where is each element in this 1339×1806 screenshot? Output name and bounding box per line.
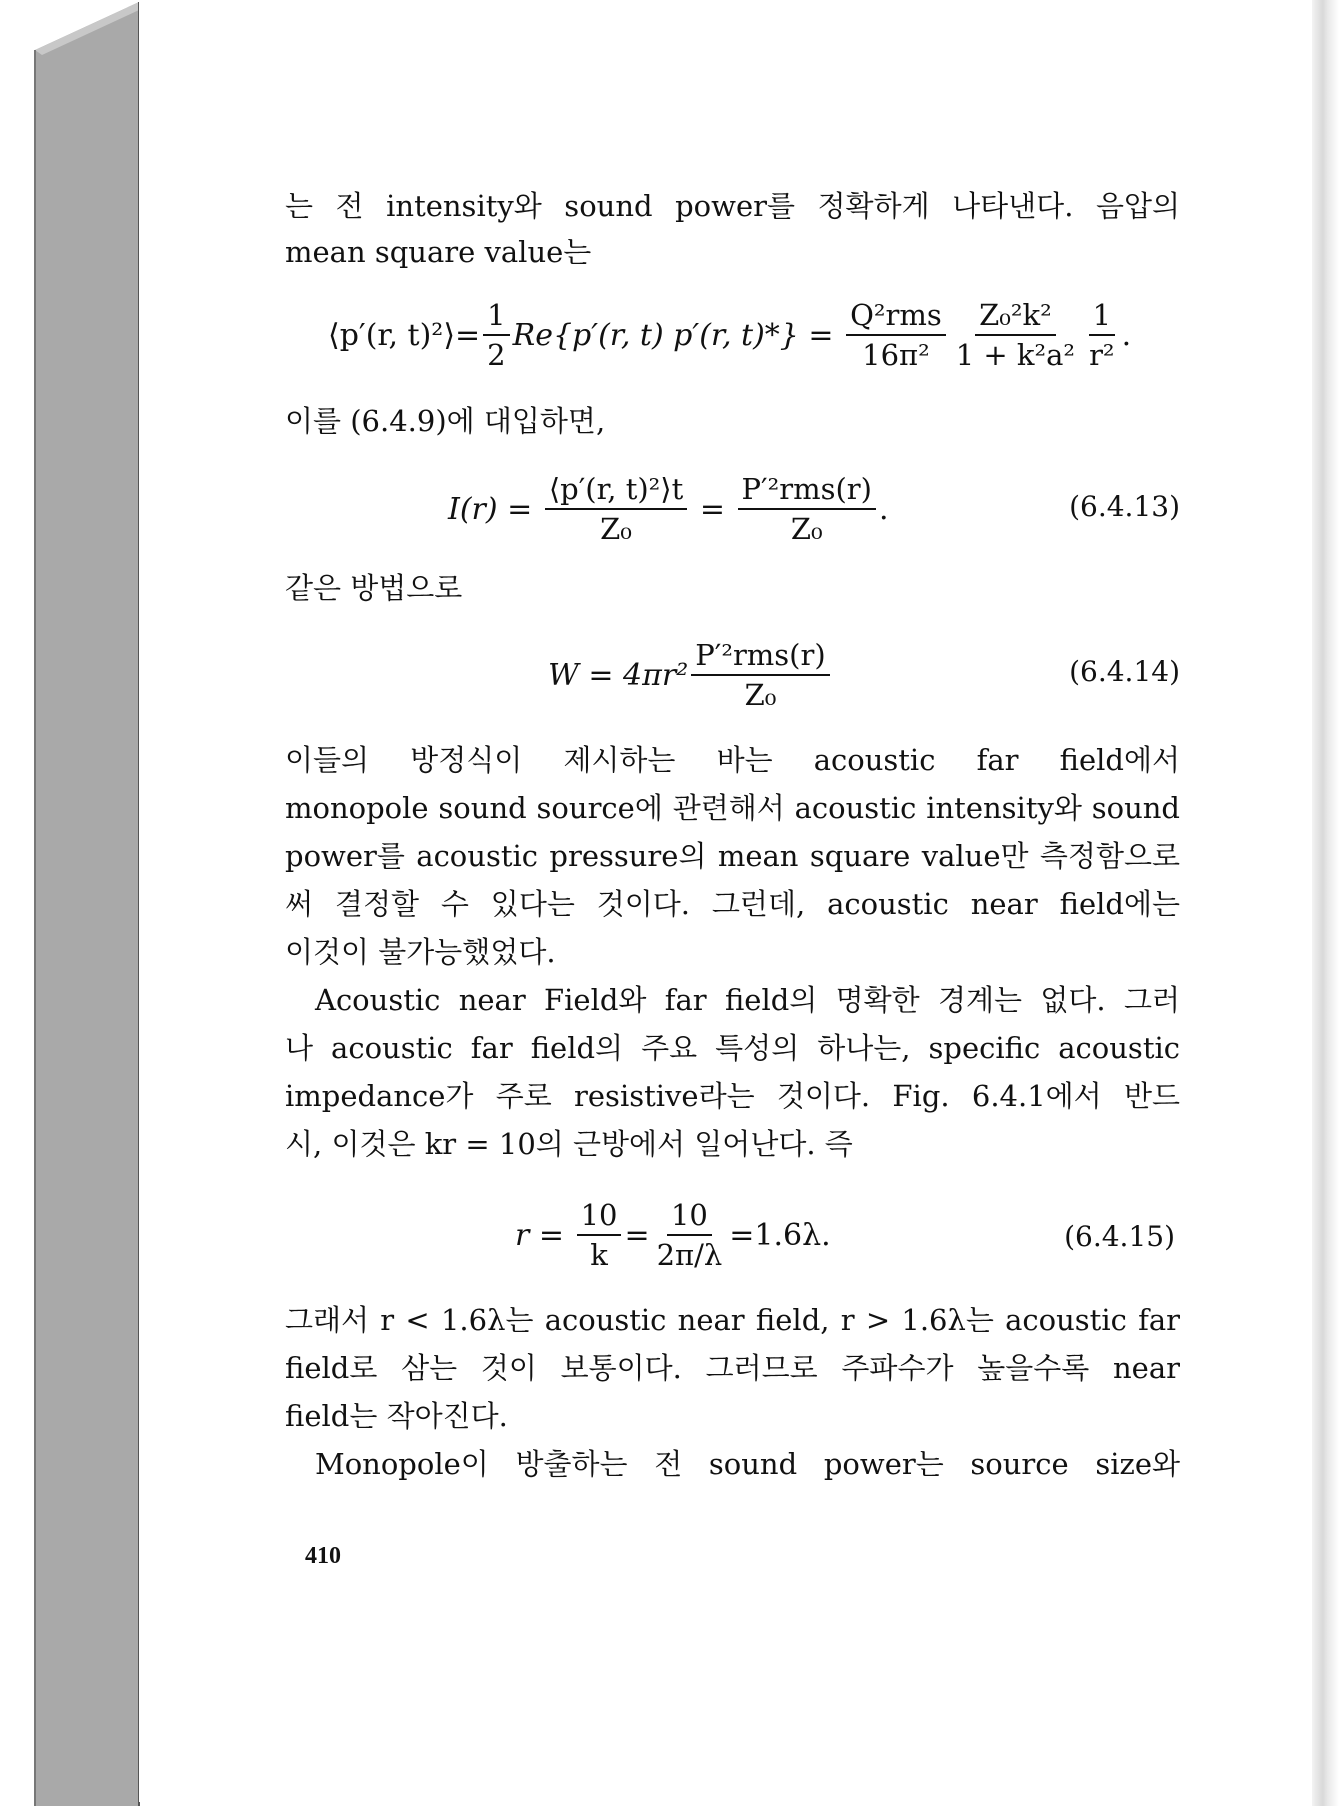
text-line: 같은 방법으로 [285, 571, 463, 605]
eq-term: Re{p′(r, t) p′(r, t)*} [512, 317, 799, 353]
fraction-denominator: Z₀ [600, 512, 632, 546]
fraction [738, 472, 876, 546]
fraction [483, 298, 509, 372]
text-line: 이를 (6.4.9)에 대입하면, [285, 404, 606, 438]
eq-equals: = [455, 317, 481, 353]
eq-equals: = [690, 491, 735, 527]
eq-lhs: ⟨p′(r, t)²⟩ [328, 317, 456, 353]
eq-equals: = [798, 317, 844, 353]
text-line: Acoustic near Field와 far field의 명확한 경계는 없다. 그러 [315, 983, 1180, 1017]
eq-equals: = [497, 491, 542, 527]
fraction [1085, 298, 1119, 372]
text-line: 써 결정할 수 있다는 것이다. 그런데, acoustic near field에는 [285, 887, 1180, 921]
fraction-numerator: P′²rms(r) [738, 472, 876, 510]
eq-equals: = [529, 1217, 574, 1253]
text-line: 이들의 방정식이 제시하는 바는 acoustic far field에서 [285, 743, 1180, 777]
fraction-denominator: Z₀ [744, 678, 777, 712]
fraction-numerator: ⟨p′(r, t)²⟩t [545, 472, 687, 510]
fraction [952, 298, 1079, 372]
fraction-numerator: P′²rms(r) [691, 638, 829, 676]
eq-lhs: W = 4πr² [548, 657, 689, 693]
fraction [545, 472, 687, 546]
fraction-numerator: 1 [1089, 298, 1115, 336]
eq-rhs: =1.6λ. [729, 1217, 831, 1253]
text-line: 나 acoustic far field의 주요 특성의 하나는, specific acoustic [285, 1031, 1180, 1065]
text-line: 그래서 r < 1.6λ는 acoustic near field, r > 1.6λ는 acoustic far [285, 1303, 1180, 1337]
equation-6-4-15 [515, 1190, 831, 1280]
fraction [846, 298, 946, 372]
text-line: monopole sound source에 관련해서 acoustic intensity와 sound [285, 791, 1180, 825]
text-line: power를 acoustic pressure의 mean square value만 측정함으로 [285, 839, 1180, 873]
equation-6-4-14 [548, 630, 833, 720]
page-number: 410 [305, 1543, 341, 1569]
eq-lhs: I(r) [448, 491, 498, 527]
equation-6-4-13 [448, 464, 889, 554]
fraction-denominator: 1 + k²a² [955, 338, 1076, 372]
text-line: impedance가 주로 resistive라는 것이다. Fig. 6.4.1에서 반드 [285, 1079, 1180, 1113]
fraction-denominator: 16π² [862, 338, 930, 372]
fraction-numerator: Z₀²k² [975, 298, 1056, 336]
fraction [577, 1198, 622, 1272]
fraction-numerator: Q²rms [846, 298, 946, 336]
text-line: mean square value는 [285, 235, 592, 269]
fraction-denominator: r² [1089, 338, 1115, 372]
text-line: field로 삼는 것이 보통이다. 그러므로 주파수가 높을수록 near [285, 1351, 1180, 1385]
fraction-numerator: 10 [667, 1198, 712, 1236]
fraction-denominator: Z₀ [790, 512, 823, 546]
equation-number: (6.4.15) [1064, 1220, 1175, 1253]
fraction [691, 638, 829, 712]
fraction-denominator: k [590, 1238, 608, 1272]
fraction-numerator: 1 [483, 298, 509, 336]
text-line: 이것이 불가능했었다. [285, 935, 556, 969]
text-line: field는 작아진다. [285, 1399, 508, 1433]
page-edge [1312, 0, 1339, 1806]
fraction [653, 1198, 727, 1272]
fraction-denominator: 2 [487, 338, 506, 372]
equation-mean-square [328, 290, 1131, 380]
fraction-denominator: 2π/λ [656, 1238, 723, 1272]
eq-period: . [878, 491, 889, 527]
text-line: 시, 이것은 kr = 10의 근방에서 일어난다. 즉 [285, 1127, 853, 1161]
eq-period: . [1121, 317, 1132, 353]
equation-number: (6.4.13) [1069, 490, 1180, 523]
eq-equals: = [624, 1217, 650, 1253]
text-line: Monopole이 방출하는 전 sound power는 source size와 [315, 1447, 1180, 1481]
text-line: 는 전 intensity와 sound power를 정확하게 나타낸다. 음압의 [285, 189, 1180, 223]
equation-number: (6.4.14) [1069, 655, 1180, 688]
eq-lhs: r [515, 1217, 530, 1253]
fraction-numerator: 10 [577, 1198, 622, 1236]
